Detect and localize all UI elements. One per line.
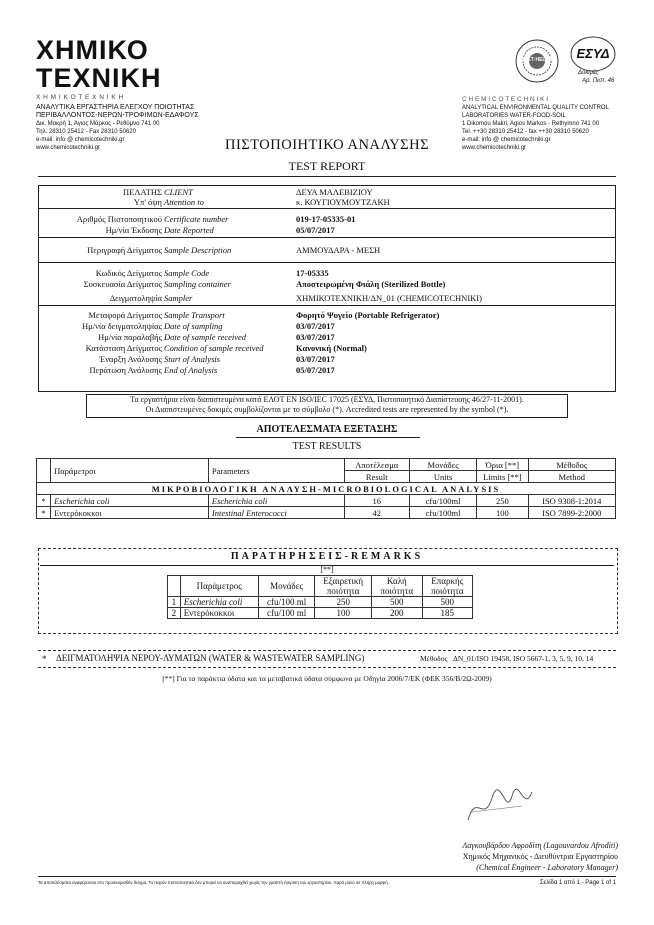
header-sufficient-2: ποιότητα [430,586,464,596]
remarks-table [167,575,473,619]
remark-good: 500 [372,597,422,608]
header-sufficient-1: Επαρκής [431,576,464,586]
param-greek: Escherichia coli [51,495,209,507]
header-excellent-1: Εξαιρετική [323,576,364,586]
esyd-seal [568,34,618,74]
address-line: www.chemicotechniki.gr [36,145,101,151]
field-label-english: Date of sampling [164,321,223,331]
field-value: 03/07/2017 [296,354,335,364]
signatory-role-greek: Χημικός Μηχανικός - Διευθύντρια Εργαστηρίου [462,852,618,861]
field-label-greek: Δειγματοληψία [109,293,162,303]
accreditation-caption: Δοκιμές [578,70,599,76]
logo-subtitle: Χ Η Μ Ι Κ Ο Τ Ε Χ Ν Ι Κ Η [36,94,124,101]
report-title-english: TEST REPORT [288,159,366,173]
field-value: Αποστειρωμένη Φιάλη (Sterilized Bottle) [296,279,446,289]
condition-row [38,343,614,353]
remark-sufficient: 500 [422,597,473,608]
logo-line-2: ΤΕΧΝΙΚΗ [36,63,162,93]
header-method-greek: Μέθοδος [528,459,615,471]
field-label-english: Condition of sample received [164,343,264,353]
header-excellent-2: ποιότητα [326,586,360,596]
address-line: ΠΕΡΙΒΑΛΛΟΝΤΟΣ-ΝΕΡΩΝ-ΤΡΟΦΙΜΩΝ-ΕΔΑΦΟΥΣ [36,112,199,119]
method-value: ISO 7899-2:2000 [528,507,615,519]
address-line: LABORATORIES WATER-FOOD-SOIL [462,113,566,119]
footer-rule [38,876,616,877]
footer-disclaimer: Τα αποτελέσματα αναφέρονται στο προσκομισθέν δείγμα. Το παρόν πιστοποιητικό δεν μπορεί να αναπαραχθεί χωρίς την γραπτή έγκριση του εργαστηρίου, παρά μόνο σε πλήρη μορφή. [38,880,389,885]
field-value: 03/07/2017 [296,321,335,331]
signatory-role-english: (Chemical Engineer - Laboratory Manager) [476,863,618,872]
iqnet-seal [514,38,560,84]
group-divider [38,262,616,263]
field-label-greek: Συσκευασία Δείγματος [83,279,162,289]
field-label-english: Date Reported [164,225,214,235]
field-value: ΑΜΜΟΥΔΑΡΑ - ΜΕΣΗ [296,245,381,255]
sample-code-row [38,268,614,278]
header-method-english: Method [528,471,615,483]
num-header [168,576,181,597]
header-good-2: ποιότητα [380,586,414,596]
footnote: [**] Για τα παράκτια ύδατα και τα μεταβατικά ύδατα σύμφωνα με Οδηγία 2006/7/ΕΚ (ΦΕΚ 356/Β/2Ω-2009) [162,674,492,683]
units-value: cfu/100ml [409,495,476,507]
table-row [37,495,616,507]
remark-good: 200 [372,608,422,619]
report-title-greek: ΠΙΣΤΟΠΟΙΗΤΙΚΟ ΑΝΑΛΥΣΗΣ [224,137,430,153]
row-number: 2 [168,608,181,619]
field-label-english: Date of sample received [164,332,247,342]
field-value: 019-17-05335-01 [296,214,356,224]
address-line: e-mail: info @ chemicotechniki.gr [36,137,125,143]
accredited-mark: * [37,495,51,507]
attention-row [38,197,614,207]
limit-value: 100 [477,507,528,519]
title-rule [38,176,616,177]
field-label-greek: Ημ/νία δειγματοληψίας [82,321,162,331]
remark-param: Escherichia coli [180,597,258,608]
field-label-english: Sample Transport [164,310,225,320]
header-sufficient [422,576,473,597]
remark-units: cfu/100 ml [258,608,315,619]
result-value: 16 [344,495,409,507]
table-row [168,597,473,608]
certificate-row [38,214,614,224]
method-value: ISO 9308-1:2014 [528,495,615,507]
field-label-greek: ΠΕΛΑΤΗΣ [123,187,162,197]
remarks-title: ΠΑΡΑΤΗΡΗΣΕΙΣ-REMARKS [230,551,424,562]
field-label-english: Sample Description [164,245,232,255]
field-label-english: Attention to [164,197,204,207]
param-english: Intestinal Enterococci [208,507,344,519]
field-label-greek: Κατάσταση Δείγματος [85,343,162,353]
group-divider [38,237,616,238]
param-greek: Εντερόκοκκοι [51,507,209,519]
field-value: κ. ΚΟΥΓΙΟΥΜΟΥΤΖΑΚΗ [296,197,390,207]
sampling-method-label: Μέθοδος [420,654,448,663]
sampling-mark: * [42,654,47,664]
signatory-name: Λαγκουβάρδου Αφροδίτη (Lagouvardou Afrodíti) [462,841,618,850]
field-label-greek: Υπ' όψη [133,197,162,207]
esyd-seal-text: ΕΣΥΔ [576,46,610,61]
field-label-english: Certificate number [164,214,229,224]
accreditation-number: Αρ. Πιστ. 46 [582,78,615,84]
group-divider [38,208,616,209]
sampling-text: ΔΕΙΓΜΑΤΟΛΗΨΙΑ ΝΕΡΟΥ-ΛΥΜΑΤΩΝ (WATER & WASTEWATER SAMPLING) [56,653,365,663]
date-reported-row [38,225,614,235]
received-date-row [38,332,614,342]
results-title-greek: ΑΠΟΤΕΛΕΣΜΑΤΑ ΕΞΕΤΑΣΗΣ [256,424,398,435]
header-good [372,576,422,597]
remark-sufficient: 185 [422,608,473,619]
page-number: Σελίδα 1 από 1 - Page 1 of 1 [539,880,616,886]
results-title-rule [236,437,420,438]
section-heading: ΜΙΚΡΟΒΙΟΛΟΓΙΚΗ ΑΝΑΛΥΣΗ-MICROBIOLOGICAL ANALYSIS [37,483,616,495]
logo [36,36,166,101]
field-label-english: Sampling container [164,279,231,289]
field-value: Κανονική (Normal) [296,343,367,353]
field-label-english: Sampler [164,293,193,303]
row-number: 1 [168,597,181,608]
remark-param: Εντερόκοκκοι [180,608,258,619]
results-header-row [37,459,616,471]
header-param: Παράμετρος [180,576,258,597]
field-label-greek: Αριθμός Πιστοποιητικού [76,214,162,224]
remarks-header-row [168,576,473,597]
remark-excellent: 250 [315,597,372,608]
address-line: e-mail: info @ chemicotechniki.gr [462,137,551,143]
iqnet-seal-text: IQNET·HELLAS [518,57,556,63]
address-line: ANALYTICAL ENVIRONMENTAL QUALITY CONTROL [462,105,609,111]
field-label-english: Sample Code [164,268,210,278]
header-units-greek: Μονάδες [409,459,476,471]
field-value: Φορητό Ψυγείο (Portable Refrigerator) [296,310,440,320]
sampling-method: ΔΝ_01/ISO 19458, ISO 5667-1, 3, 5, 9, 10, 14 [453,654,594,663]
table-row [168,608,473,619]
section-row [37,483,616,495]
table-row [37,507,616,519]
header-units: Μονάδες [258,576,315,597]
field-value: ΧΗΜΙΚΟΤΕΧΝΙΚΗ/ΔΝ_01 (CHEMICOTECHNIKI) [296,293,482,303]
client-row [38,187,614,197]
analysis-start-row [38,354,614,364]
header-param-greek: Παράμετροι [51,459,209,483]
remark-excellent: 100 [315,608,372,619]
transport-row [38,310,614,320]
field-label-greek: Έναρξη Ανάλυσης [99,354,162,364]
sample-description-row [38,245,614,255]
sampling-date-row [38,321,614,331]
header-units-english: Units [409,471,476,483]
remarks-ref: [**] [320,565,334,574]
field-label-greek: Ημ/νία Έκδοσης [105,225,162,235]
brand-line: C H E M I C O T E C H N I K I [462,96,549,103]
header-param-english: Parameters [208,459,344,483]
accreditation-line-1: Τα εργαστήρια είναι διαπιστευμένα κατά ΕΛΟΤ EN ISO/IEC 17025 (ΕΣΥΔ, Πιστοποιητικό Διαπίστευσης 46/27-11-2001). [130,395,524,404]
result-value: 42 [344,507,409,519]
units-value: cfu/100ml [409,507,476,519]
results-table [36,458,616,519]
param-english: Escherichia coli [208,495,344,507]
address-line: Δικ. Μακρή 1, Άγιος Μάρκος - Ρεθύμνο 741 00 [36,121,160,127]
field-label-greek: Μεταφορά Δείγματος [88,310,162,320]
header-result-greek: Αποτέλεσμα [344,459,409,471]
field-label-greek: Πεpάτωση Ανάλυσης [89,365,162,375]
header-limits-english: Limits [**] [477,471,528,483]
accreditation-line-2: Οι Διαπιστευμένες δοκιμές συμβολίζονται με το σύμβολο (*). Accredited tests are represented by the symbol (*). [145,405,509,414]
results-title-english: TEST RESULTS [292,441,362,452]
field-label-english: End of Analysis [164,365,218,375]
address-line: Τηλ. 28310 25412 - Fax 28310 50620 [36,129,136,135]
limit-value: 250 [477,495,528,507]
field-label-greek: Περιγραφή Δείγματος [87,245,162,255]
header-result-english: Result [344,471,409,483]
field-value: 03/07/2017 [296,332,335,342]
header-limits-greek: Όρια [**] [477,459,528,471]
mark-cell [37,459,51,483]
sampler-row [38,293,614,303]
address-line: www.chemicotechniki.gr [462,145,527,151]
address-line: Tel. ++30 28310 25412 - fax ++30 28310 50620 [462,129,589,135]
field-value: 05/07/2017 [296,225,335,235]
field-label-english: CLIENT [164,187,193,197]
header-good-1: Καλή [386,576,407,586]
field-label-greek: Κωδικός Δείγματος [95,268,162,278]
container-row [38,279,614,289]
logo-line-1: ΧΗΜΙΚΟ [36,35,149,65]
remark-units: cfu/100 ml [258,597,315,608]
field-value: 17-05335 [296,268,329,278]
signature-scribble [462,784,538,830]
analysis-end-row [38,365,614,375]
field-label-greek: Ημ/νία παραλαβής [98,332,162,342]
field-value: ΔΕΥΑ ΜΑΛΕΒΙΖΙΟΥ [296,187,373,197]
field-label-english: Start of Analysis [164,354,221,364]
header-excellent [315,576,372,597]
address-line: ΑΝΑΛΥΤΙΚΑ ΕΡΓΑΣΤΗΡΙΑ ΕΛΕΓΧΟΥ ΠΟΙΟΤΗΤΑΣ [36,104,195,111]
accredited-mark: * [37,507,51,519]
group-divider [38,305,616,306]
address-line: 1 Dikomou Makri, Agios Markos - Rethymno 741 00 [462,121,600,127]
field-value: 05/07/2017 [296,365,335,375]
